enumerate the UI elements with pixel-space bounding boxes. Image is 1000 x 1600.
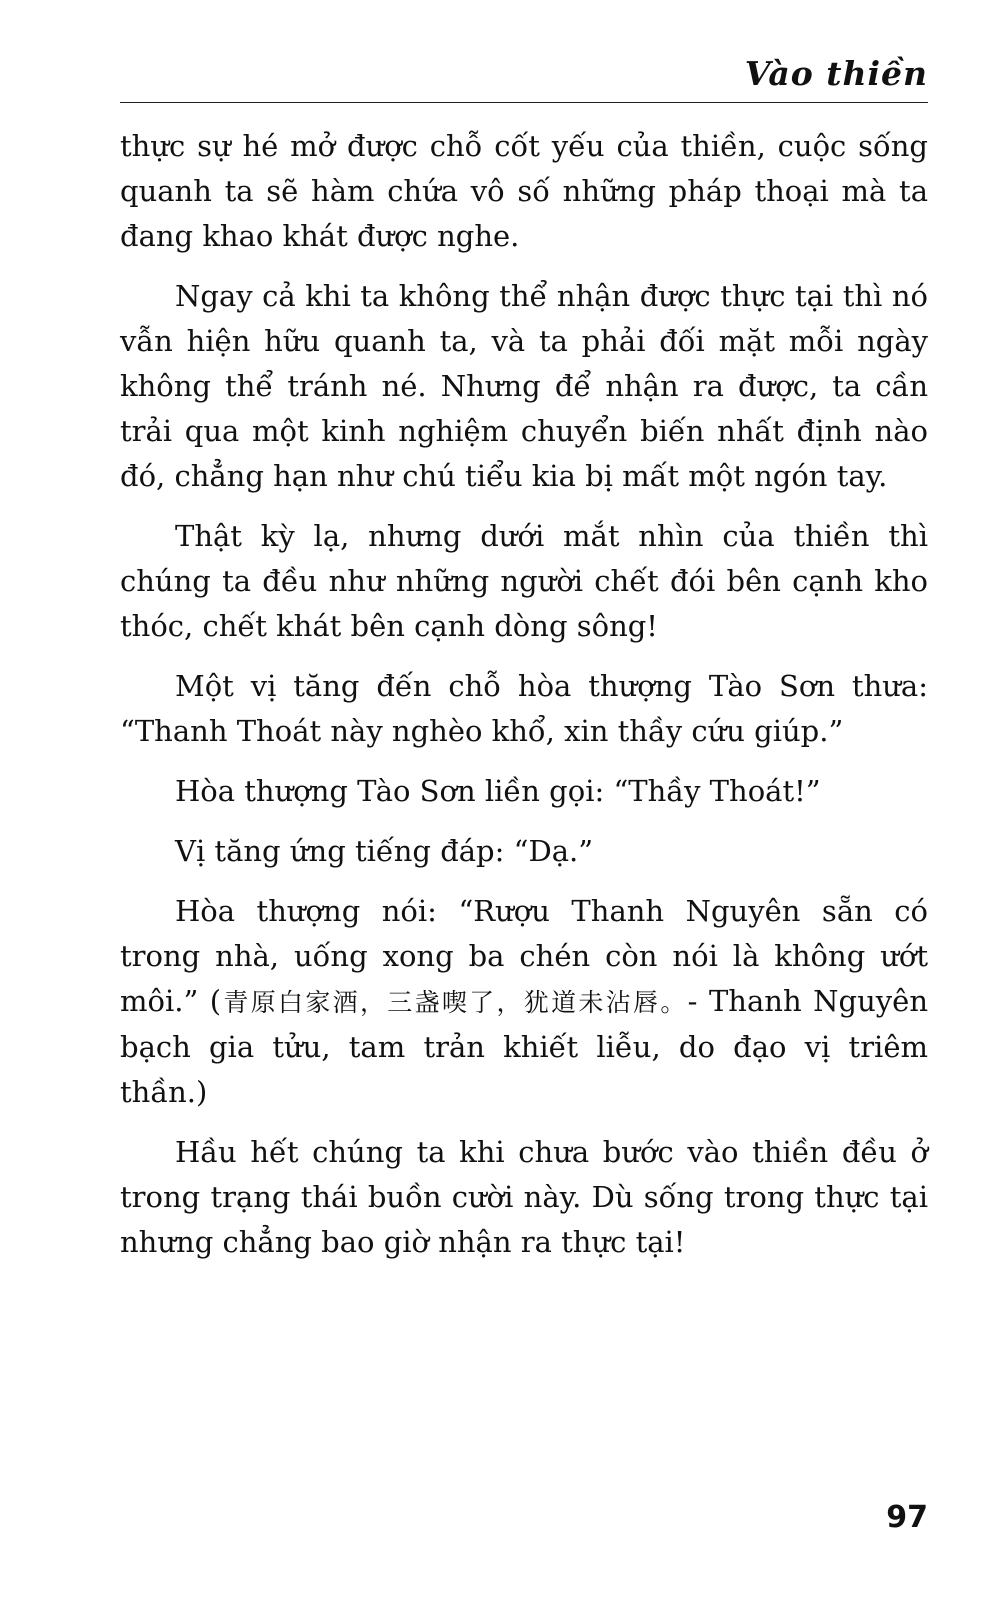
paragraph-master-calls: Hòa thượng Tào Sơn liền gọi: “Thầy Thoát!” [175,774,821,808]
body-text [120,124,928,1280]
page-header [120,52,928,103]
running-title: Vào thiền [744,54,928,93]
paragraph-monk-request: Một vị tăng đến chỗ hòa thượng Tào Sơn thưa: “Thanh Thoát này nghèo khổ, xin thầy cứu giúp.” [120,669,928,748]
paragraph-reality: Ngay cả khi ta không thể nhận được thực tại thì nó vẫn hiện hữu quanh ta, và ta phải đối mặt mỗi ngày không thể tránh né. Nhưng để nhận ra được, ta cần trải qua một kinh nghiệm chuyển biến nhất định nào đó, chẳng hạn như chú tiểu kia bị mất một ngón tay. [120,279,928,493]
chinese-quote: 青原白家酒，三盏喫了，犹道未沾唇。 [221,988,688,1017]
paragraph-starving: Thật kỳ lạ, nhưng dưới mắt nhìn của thiền thì chúng ta đều như những người chết đói bên cạnh kho thóc, chết khát bên cạnh dòng sông! [120,519,928,643]
paragraph-master-says [120,889,928,1115]
quote-before: Hòa thượng nói: “Rượu Thanh Nguyên sẵn có trong nhà, uống xong ba chén còn nói là không ướt môi.” ( [120,894,928,1018]
page-number: 97 [886,1500,928,1535]
paragraph-monk-answers: Vị tăng ứng tiếng đáp: “Dạ.” [175,834,594,868]
paragraph-closing: Hầu hết chúng ta khi chưa bước vào thiền đều ở trong trạng thái buồn cười này. Dù sống trong thực tại nhưng chẳng bao giờ nhận ra thực tại! [120,1135,928,1259]
quote-after: - Thanh Nguyên bạch gia tửu, tam trản khiết liễu, do đạo vị triêm thần.) [120,984,928,1109]
paragraph-continued: thực sự hé mở được chỗ cốt yếu của thiền, cuộc sống quanh ta sẽ hàm chứa vô số những pháp thoại mà ta đang khao khát được nghe. [120,129,928,253]
